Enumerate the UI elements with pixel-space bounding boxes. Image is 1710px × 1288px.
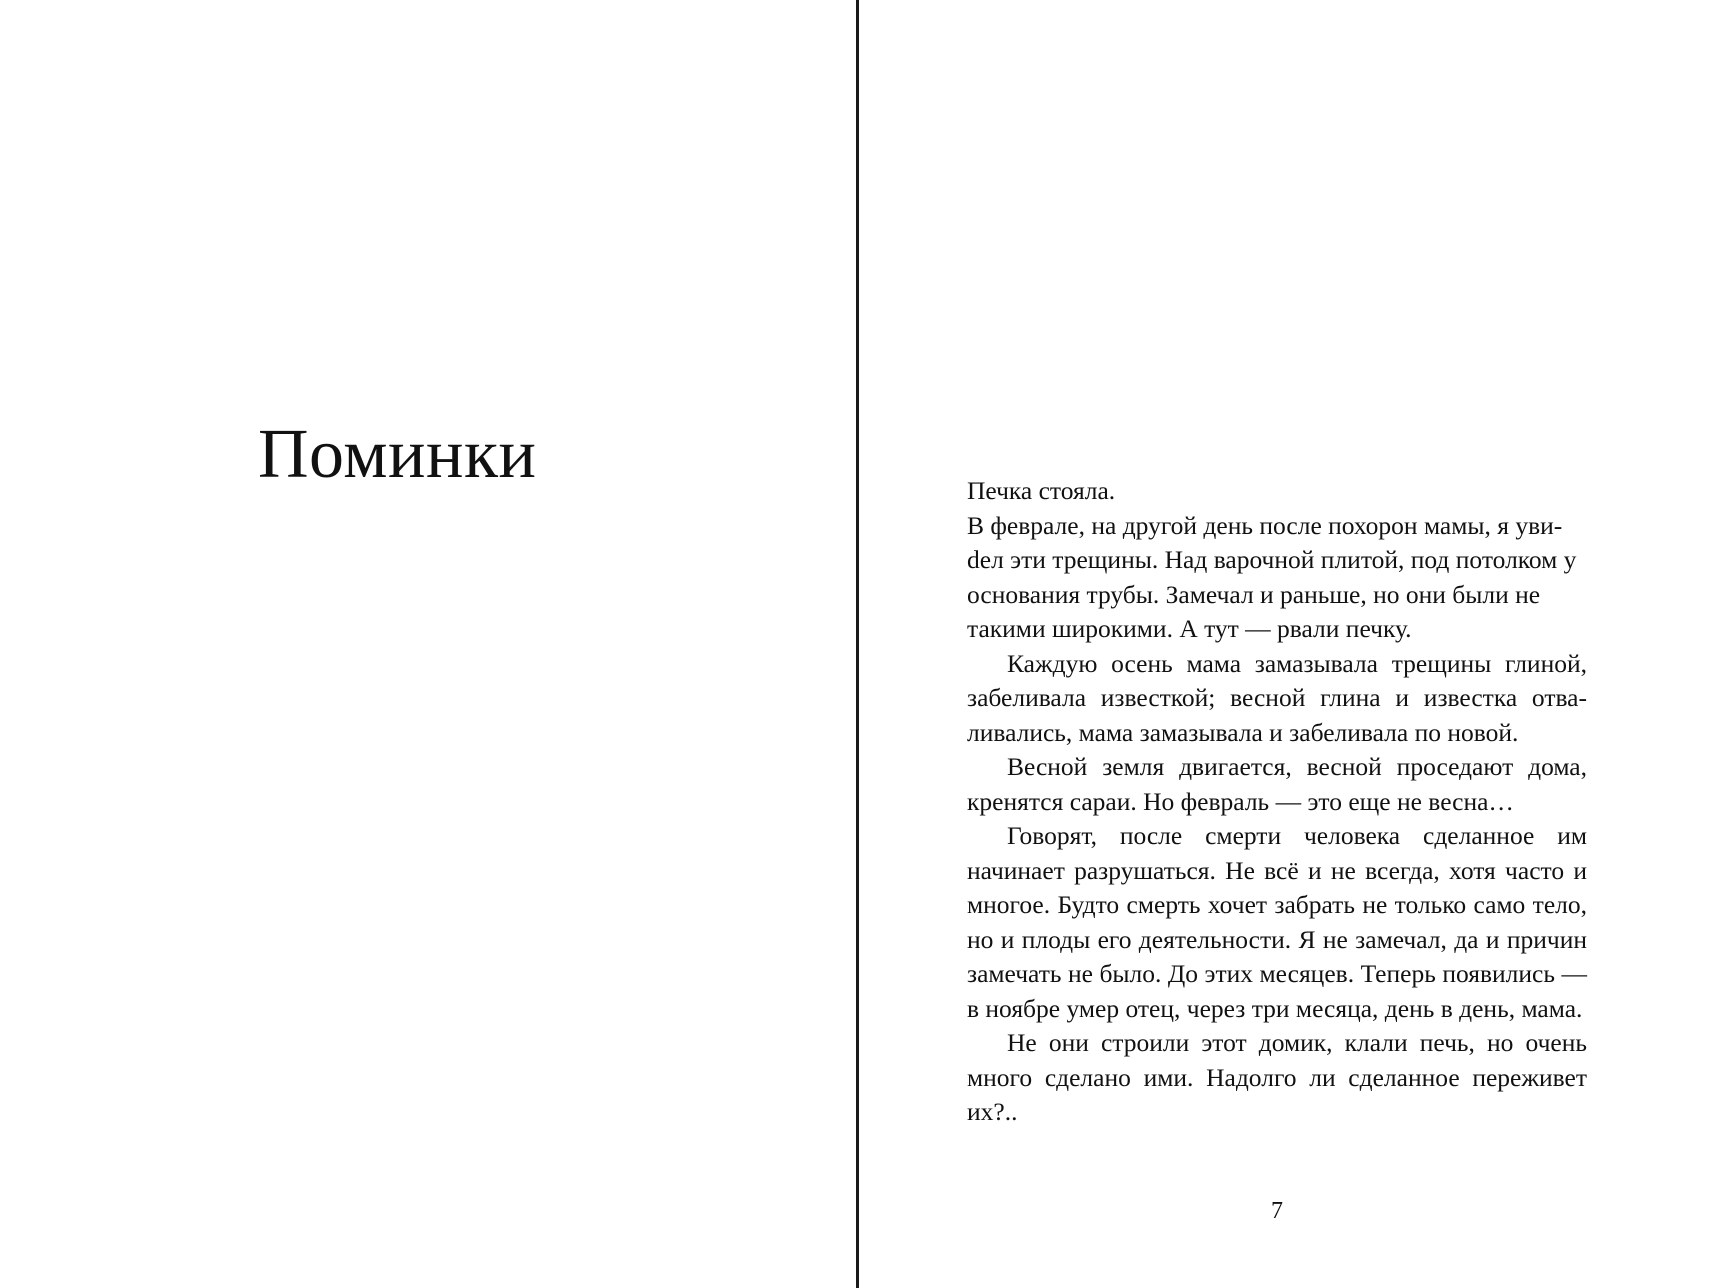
chapter-title: Поминки — [258, 416, 537, 493]
right-page — [860, 0, 1710, 1288]
paragraph-3: Каждую осень мама замазывала трещины глиной, забеливала известкой; весной глина и известка отваливались, мама замазывала и забеливала по новой. — [967, 648, 1587, 747]
body-text — [967, 474, 1587, 1130]
page-gutter-divider — [856, 0, 859, 1288]
paragraph-2: В феврале, на другой день после похорон мамы, я увиdел эти трещины. Над варочной плитой, под потолком у основания трубы. Замечал и раньше, но они были не такими широкими. А тут — рвали печку. — [967, 510, 1577, 643]
paragraph-6: Не они строили этот домик, клали печь, но очень много сделано ими. Надолго ли сделанное переживет их?.. — [967, 1028, 1587, 1126]
paragraph-4: Весной земля двигается, весной проседают дома, кренятся сараи. Но февраль — это еще не весна… — [967, 752, 1587, 816]
paragraph-5: Говорят, после смерти человека сделанное им начинает разрушаться. Не всё и не всегда, хотя часто и многое. Будто смерть хочет забрать не только само тело, но и плоды его деятельности. Я не замечал, да и причин замечать не было. До этих месяцев. Теперь появились — в ноябре умер отец, через три месяца, день в день, мама. — [967, 821, 1587, 1023]
paragraph-1: Печка стояла. — [967, 476, 1116, 505]
page-number: 7 — [1271, 1198, 1283, 1224]
